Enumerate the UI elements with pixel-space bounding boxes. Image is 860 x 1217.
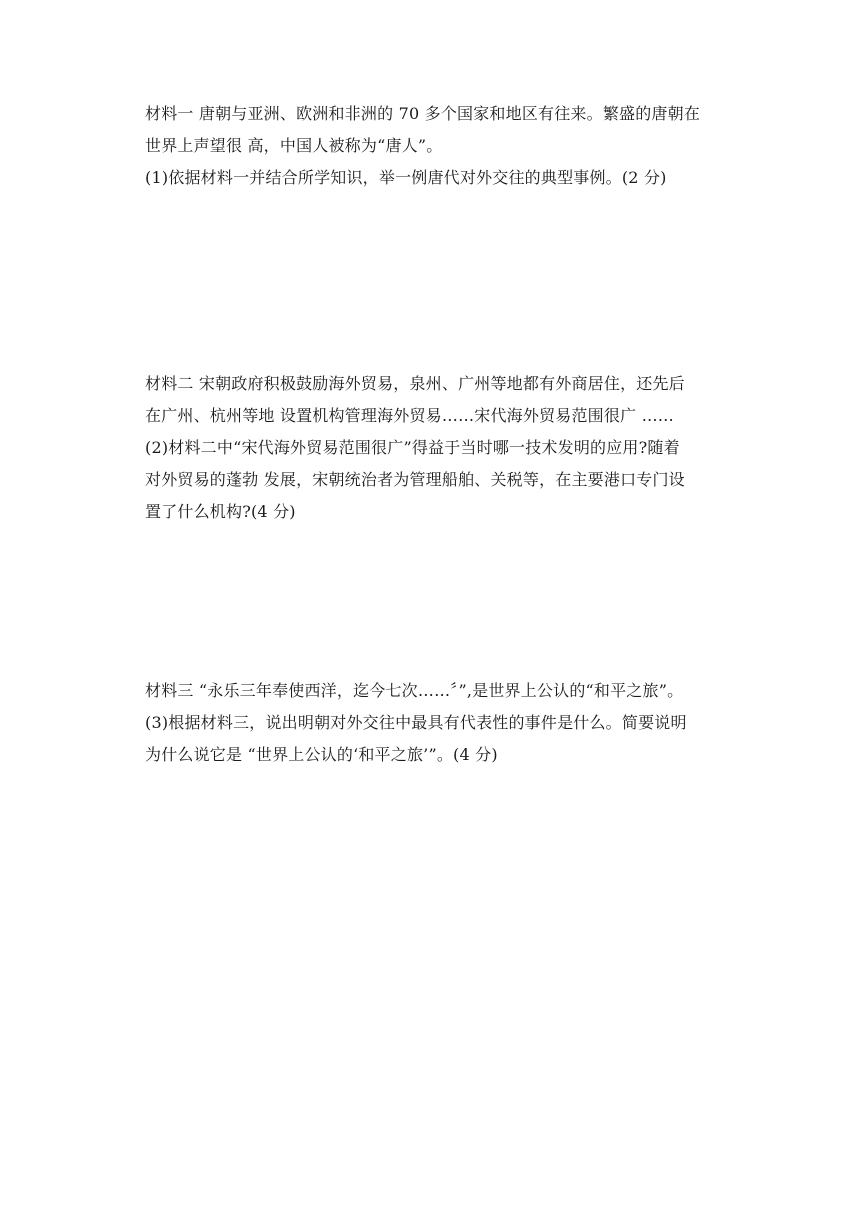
question-3-line-2: 为什么说它是 “世界上公认的‘和平之旅’”。(4 分) — [145, 745, 498, 764]
material-1-text-line-1: 材料一 唐朝与亚洲、欧洲和非洲的 70 多个国家和地区有往来。繁盛的唐朝在 — [145, 104, 701, 123]
question-2-line-2: 对外贸易的蓬勃 发展，宋朝统治者为管理船舶、关税等，在主要港口专门设 — [145, 470, 685, 489]
question-1: (1)依据材料一并结合所学知识，举一例唐代对外交往的典型事例。(2 分) — [145, 168, 667, 187]
question-2-line-1: (2)材料二中“宋代海外贸易范围很广”得益于当时哪一技术发明的应用?随着 — [145, 438, 680, 457]
material-1-text-line-2: 世界上声望很 高，中国人被称为“唐人”。 — [145, 136, 443, 155]
material-3-text-line-1: 材料三 “永乐三年奉使西洋，迄今七次……〞”,是世界上公认的“和平之旅”。 — [145, 681, 684, 700]
question-2-line-3: 置了什么机构?(4 分) — [145, 502, 296, 521]
material-2-text-line-2: 在广州、杭州等地 设置机构管理海外贸易……宋代海外贸易范围很广 …… — [145, 406, 674, 425]
material-2-text-line-1: 材料二 宋朝政府积极鼓励海外贸易，泉州、广州等地都有外商居住，还先后 — [145, 374, 685, 393]
question-3-line-1: (3)根据材料三，说出明朝对外交往中最具有代表性的事件是什么。简要说明 — [145, 713, 687, 732]
